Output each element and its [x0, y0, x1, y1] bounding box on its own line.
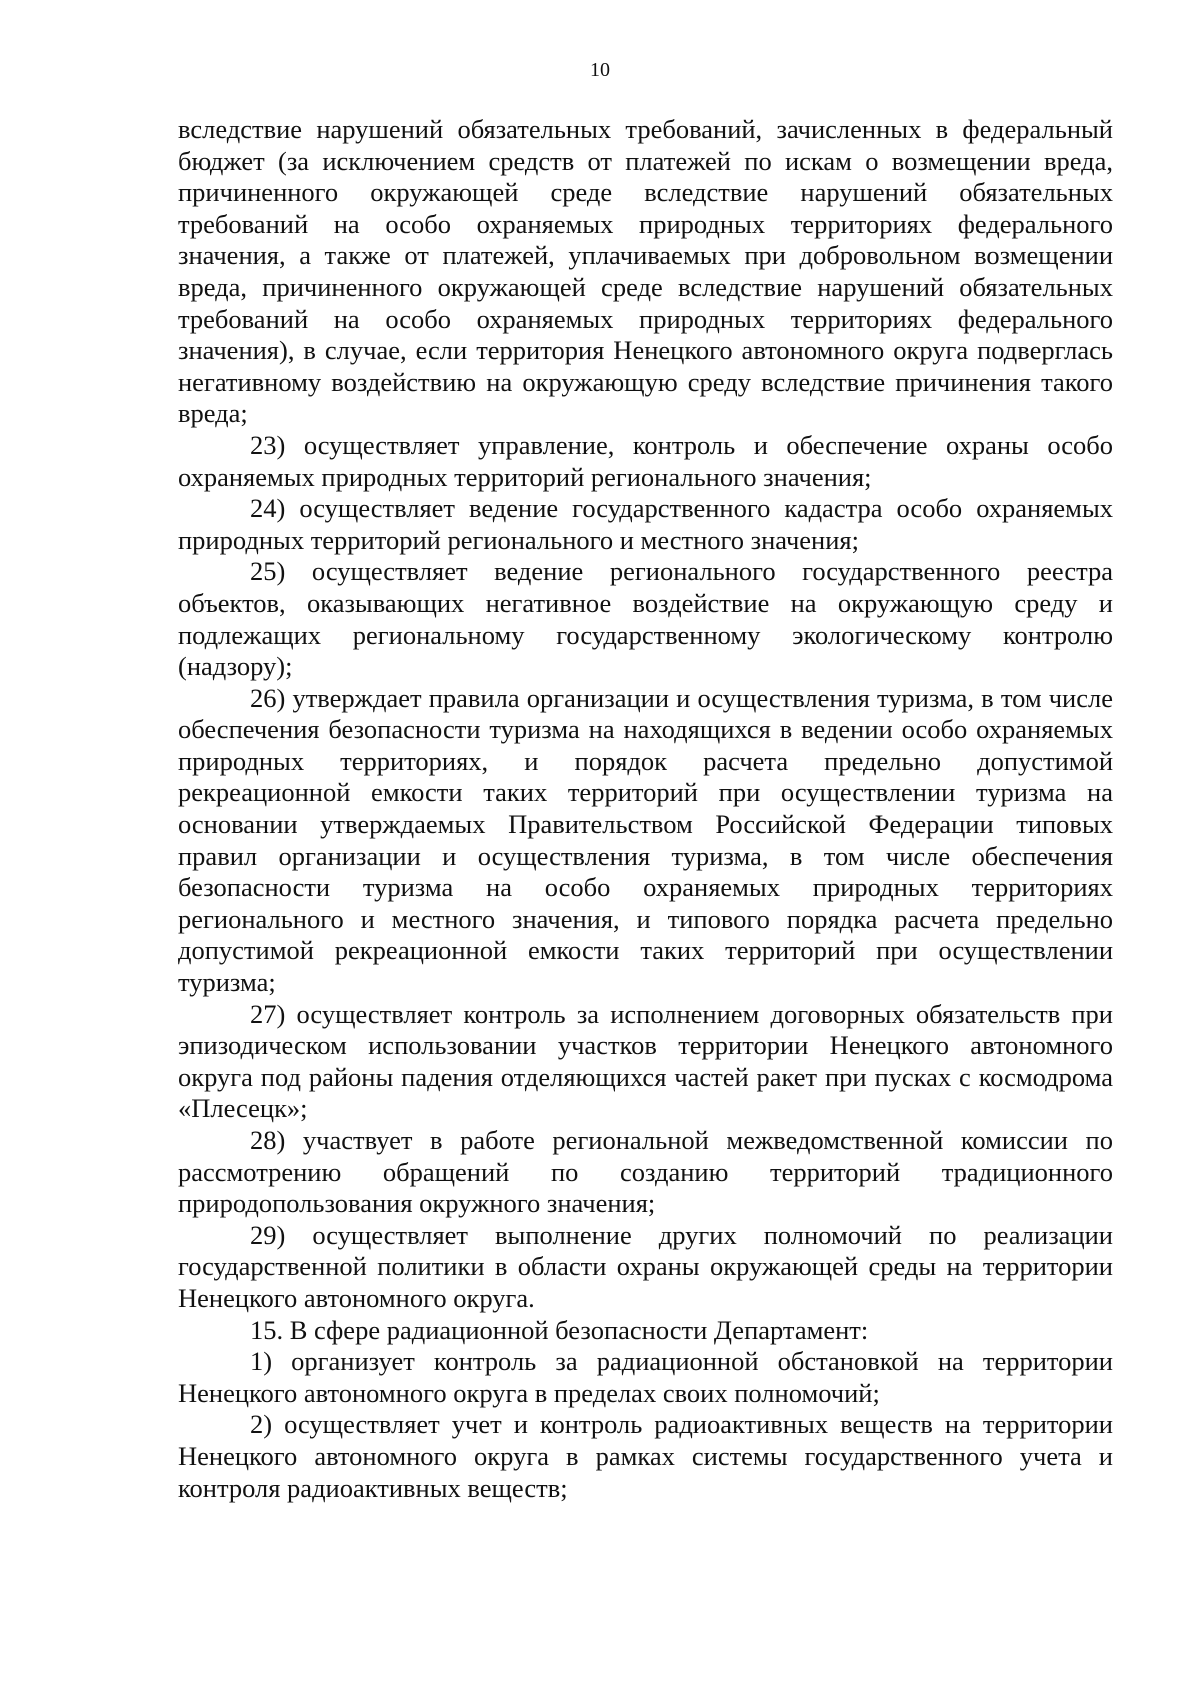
- paragraph-item-26: 26) утверждает правила организации и осуществления туризма, в том числе обеспечения безопасности туризма на находящихся в ведении особо охраняемых природных территориях, и порядок расчета предельно допустимой рекреационной емкости таких территорий при осуществлении туризма на основании утверждаемых Правительством Российской Федерации типовых правил организации и осуществления туризма, в том числе обеспечения безопасности туризма на особо охраняемых природных территориях регионального и местного значения, и типового порядка расчета предельно допустимой рекреационной емкости таких территорий при осуществлении туризма;: [178, 682, 1113, 998]
- section-heading-15: 15. В сфере радиационной безопасности Департамент:: [250, 1314, 869, 1345]
- paragraph-item-29: 29) осуществляет выполнение других полномочий по реализации государственной политики в области охраны окружающей среды на территории Ненецкого автономного округа.: [178, 1219, 1113, 1313]
- paragraph-item-2: 2) осуществляет учет и контроль радиоактивных веществ на территории Ненецкого автономного округа в рамках системы государственного учета и контроля радиоактивных веществ;: [178, 1409, 1113, 1503]
- paragraph-item-28: 28) участвует в работе региональной межведомственной комиссии по рассмотрению обращений по созданию территорий традиционного природопользования окружного значения;: [178, 1125, 1113, 1219]
- paragraph-item-27: 27) осуществляет контроль за исполнением договорных обязательств при эпизодическом использовании участков территории Ненецкого автономного округа под районы падения отделяющихся частей ракет при пусках с космодрома «Плесецк»;: [178, 998, 1113, 1124]
- paragraph-item-23: 23) осуществляет управление, контроль и обеспечение охраны особо охраняемых природных территорий регионального значения;: [178, 429, 1113, 492]
- paragraph-item-24: 24) осуществляет ведение государственного кадастра особо охраняемых природных территорий регионального и местного значения;: [178, 493, 1113, 555]
- page-number: 10: [590, 59, 610, 81]
- paragraph-continuation: вследствие нарушений обязательных требований, зачисленных в федеральный бюджет (за исключением средств от платежей по искам о возмещении вреда, причиненного окружающей среде вследствие нарушений обязательных требований на особо охраняемых природных территориях федерального значения, а также от платежей, уплачиваемых при добровольном возмещении вреда, причиненного окружающей среде вследствие нарушений обязательных требований на особо охраняемых природных территориях федерального значения), в случае, если территория Ненецкого автономного округа подверглась негативному воздействию на окружающую среду вследствие причинения такого вреда;: [178, 114, 1113, 429]
- paragraph-item-25: 25) осуществляет ведение регионального государственного реестра объектов, оказывающих негативное воздействие на окружающую среду и подлежащих региональному государственному экологическому контролю (надзору);: [178, 556, 1113, 682]
- paragraph-item-1: 1) организует контроль за радиационной обстановкой на территории Ненецкого автономного округа в пределах своих полномочий;: [178, 1346, 1113, 1408]
- document-body: [178, 114, 1113, 1504]
